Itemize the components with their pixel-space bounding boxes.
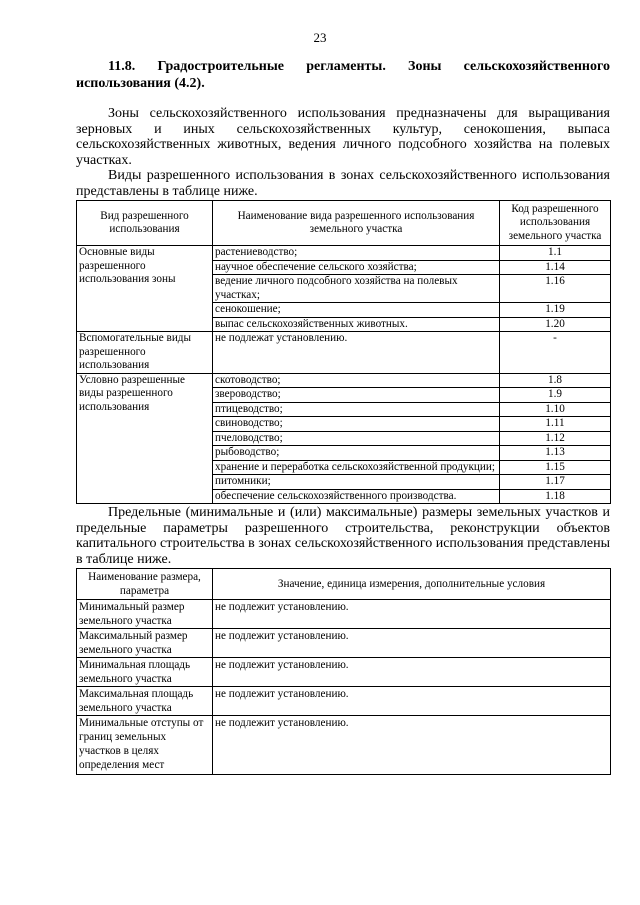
table-row: [77, 658, 611, 687]
use-name-cell: не подлежат установлению.: [213, 332, 500, 374]
use-code-cell: 1.17: [500, 475, 611, 490]
use-name-cell: научное обеспечение сельского хозяйства;: [213, 260, 500, 275]
use-code-cell: 1.20: [500, 317, 611, 332]
use-name-cell: хранение и переработка сельскохозяйственной продукции;: [213, 460, 500, 475]
use-code-cell: 1.11: [500, 417, 611, 432]
parameter-name-cell: Минимальные отступы от границ земельных участков в целях определения мест: [77, 716, 213, 775]
table-header-row: [77, 201, 611, 246]
use-code-cell: 1.8: [500, 373, 611, 388]
header-use-type: Вид разрешенного использования: [77, 201, 213, 246]
paragraph-purpose: Зоны сельскохозяйственного использования предназначены для выращивания зерновых и иных сельскохозяйственных культур, сенокошения, выпаса сельскохозяйственных животных, ведения личного подсобного хозяйства на полевых участках.: [76, 106, 610, 168]
use-name-cell: свиноводство;: [213, 417, 500, 432]
table-header-row: [77, 569, 611, 600]
use-name-cell: птицеводство;: [213, 402, 500, 417]
table-row: [77, 246, 611, 261]
section-heading: 11.8. Градостроительные регламенты. Зоны сельскохозяйственного использования (4.2).: [76, 59, 610, 91]
header-parameter-name: Наименование размера, параметра: [77, 569, 213, 600]
use-name-cell: пчеловодство;: [213, 431, 500, 446]
use-name-cell: питомники;: [213, 475, 500, 490]
parameter-value-cell: не подлежит установлению.: [213, 600, 611, 629]
use-group-label: Основные виды разрешенного использования зоны: [77, 246, 213, 332]
header-use-code: Код разрешенного использования земельного участка: [500, 201, 611, 246]
use-code-cell: 1.1: [500, 246, 611, 261]
permitted-use-table-body: [77, 246, 611, 504]
parameter-value-cell: не подлежит установлению.: [213, 658, 611, 687]
page-number: 23: [313, 30, 327, 45]
use-group-label: Условно разрешенные виды разрешенного использования: [77, 373, 213, 504]
table-row: [77, 687, 611, 716]
use-code-cell: 1.19: [500, 303, 611, 318]
parameters-table: [76, 568, 611, 775]
paragraph-table1-intro: Виды разрешенного использования в зонах сельскохозяйственного использования представлены в таблице ниже.: [76, 168, 610, 199]
parameter-name-cell: Минимальный размер земельного участка: [77, 600, 213, 629]
permitted-use-table: [76, 200, 611, 504]
document-body: [76, 58, 610, 775]
use-name-cell: выпас сельскохозяйственных животных.: [213, 317, 500, 332]
parameter-value-cell: не подлежит установлению.: [213, 716, 611, 775]
use-code-cell: 1.12: [500, 431, 611, 446]
table-row: [77, 373, 611, 388]
use-code-cell: 1.9: [500, 388, 611, 403]
table-row: [77, 629, 611, 658]
use-code-cell: 1.18: [500, 489, 611, 504]
use-code-cell: 1.16: [500, 275, 611, 303]
use-code-cell: 1.13: [500, 446, 611, 461]
use-name-cell: звероводство;: [213, 388, 500, 403]
use-name-cell: обеспечение сельскохозяйственного производства.: [213, 489, 500, 504]
table-row: [77, 600, 611, 629]
use-group-label: Вспомогательные виды разрешенного использования: [77, 332, 213, 374]
use-name-cell: растениеводство;: [213, 246, 500, 261]
header-parameter-value: Значение, единица измерения, дополнительные условия: [213, 569, 611, 600]
table-row: [77, 716, 611, 775]
use-name-cell: ведение личного подсобного хозяйства на полевых участках;: [213, 275, 500, 303]
table-row: [77, 332, 611, 374]
use-name-cell: рыбоводство;: [213, 446, 500, 461]
parameter-name-cell: Максимальная площадь земельного участка: [77, 687, 213, 716]
use-code-cell: 1.15: [500, 460, 611, 475]
header-use-name: Наименование вида разрешенного использования земельного участка: [213, 201, 500, 246]
parameter-name-cell: Минимальная площадь земельного участка: [77, 658, 213, 687]
parameter-name-cell: Максимальный размер земельного участка: [77, 629, 213, 658]
use-name-cell: скотоводство;: [213, 373, 500, 388]
parameters-table-body: [77, 600, 611, 775]
paragraph-table2-intro: Предельные (минимальные и (или) максимальные) размеры земельных участков и предельные параметры разрешенного строительства, реконструкции объектов капитального строительства в зонах сельскохозяйственного использования представлены в таблице ниже.: [76, 505, 611, 567]
use-code-cell: 1.14: [500, 260, 611, 275]
parameter-value-cell: не подлежит установлению.: [213, 629, 611, 658]
use-code-cell: -: [500, 332, 611, 374]
parameter-value-cell: не подлежит установлению.: [213, 687, 611, 716]
use-code-cell: 1.10: [500, 402, 611, 417]
use-name-cell: сенокошение;: [213, 303, 500, 318]
